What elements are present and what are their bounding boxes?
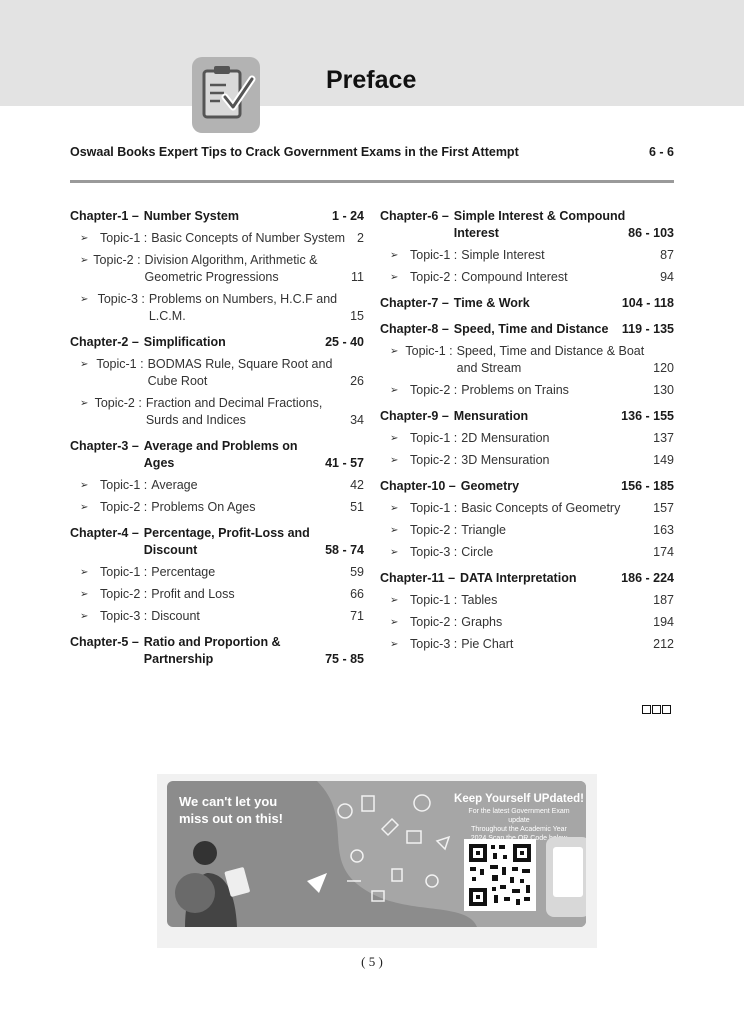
topic-text: BODMAS Rule, Square Root and Cube Root — [147, 357, 333, 388]
arrow-bullet-icon: ➢ — [390, 385, 399, 396]
topic-page: 71 — [350, 609, 364, 623]
topic-entry[interactable] — [380, 500, 674, 517]
topic-entry[interactable] — [380, 382, 674, 399]
chapter-entry[interactable] — [380, 408, 674, 425]
topic-entry[interactable] — [70, 499, 364, 516]
arrow-bullet-icon: ➢ — [80, 398, 89, 409]
topic-entry[interactable] — [70, 230, 364, 247]
topic-page: 130 — [653, 383, 674, 397]
divider — [70, 180, 674, 183]
topic-name — [380, 430, 550, 447]
topic-page: 187 — [653, 593, 674, 607]
topic-label: Topic-3 : — [410, 637, 458, 651]
arrow-bullet-icon: ➢ — [390, 547, 399, 558]
chapter-entry[interactable] — [380, 570, 674, 587]
topic-text: Pie Chart — [461, 637, 514, 651]
chapter-entry[interactable] — [70, 208, 364, 225]
arrow-bullet-icon: ➢ — [390, 250, 399, 261]
arrow-bullet-icon: ➢ — [390, 617, 399, 628]
topic-label: Topic-2 : — [410, 523, 458, 537]
end-marker — [642, 705, 671, 714]
topic-entry[interactable] — [380, 592, 674, 609]
chapter-label: Chapter-11 – — [380, 571, 456, 585]
chapter-name — [380, 408, 528, 425]
topic-label: Topic-1 : — [405, 344, 453, 358]
topic-page: 174 — [653, 545, 674, 559]
topic-label: Topic-2 : — [410, 453, 458, 467]
topic-label: Topic-1 : — [410, 593, 458, 607]
qr-code[interactable] — [464, 839, 536, 911]
chapter-name — [70, 334, 226, 351]
topic-name — [380, 382, 569, 399]
arrow-bullet-icon: ➢ — [390, 433, 399, 444]
topic-entry[interactable] — [70, 291, 364, 325]
chapter-title: Simple Interest & Compound Interest — [453, 209, 626, 240]
topic-name — [380, 452, 550, 469]
arrow-bullet-icon: ➢ — [80, 611, 89, 622]
chapter-name — [380, 478, 519, 495]
toc-right-column — [380, 208, 674, 653]
topic-name — [380, 614, 502, 631]
topic-text: Problems On Ages — [151, 500, 256, 514]
chapter-title: DATA Interpretation — [460, 571, 577, 585]
topic-page: 34 — [350, 413, 364, 427]
topic-entry[interactable] — [380, 544, 674, 561]
topic-label: Topic-2 : — [100, 500, 148, 514]
chapter-pages: 136 - 155 — [621, 409, 674, 423]
topic-page: 194 — [653, 615, 674, 629]
chapter-title: Average and Problems on Ages — [143, 439, 298, 470]
chapter-name — [70, 525, 325, 559]
topic-label: Topic-3 : — [410, 545, 458, 559]
chapter-pages: 119 - 135 — [621, 322, 674, 336]
toc-left-column — [70, 208, 364, 668]
topic-name — [70, 586, 235, 603]
topic-entry[interactable] — [380, 430, 674, 447]
topic-entry[interactable] — [70, 252, 364, 286]
chapter-entry[interactable] — [380, 321, 674, 338]
arrow-bullet-icon: ➢ — [80, 294, 89, 305]
topic-text: Tables — [461, 593, 498, 607]
topic-name — [70, 608, 200, 625]
topic-name — [70, 291, 350, 325]
topic-text: Problems on Trains — [461, 383, 569, 397]
topic-name — [380, 269, 568, 286]
arrow-bullet-icon: ➢ — [390, 455, 399, 466]
topic-name — [380, 247, 545, 264]
chapter-name — [70, 634, 325, 668]
chapter-entry[interactable] — [70, 525, 364, 559]
chapter-name — [70, 438, 325, 472]
promo-banner[interactable] — [157, 774, 597, 948]
topic-name — [380, 522, 506, 539]
chapter-name — [380, 321, 608, 338]
chapter-label: Chapter-5 – — [70, 635, 139, 649]
topic-text: Simple Interest — [461, 248, 545, 262]
topic-name — [70, 499, 255, 516]
arrow-bullet-icon: ➢ — [80, 233, 89, 244]
topic-label: Topic-1 : — [96, 357, 144, 371]
topic-label: Topic-1 : — [100, 231, 148, 245]
topic-entry[interactable] — [380, 269, 674, 286]
topic-label: Topic-1 : — [100, 565, 148, 579]
topic-text: Basic Concepts of Number System — [151, 231, 346, 245]
topic-text: Compound Interest — [461, 270, 568, 284]
topic-label: Topic-1 : — [410, 501, 458, 515]
topic-page: 11 — [351, 270, 364, 284]
topic-page: 26 — [350, 374, 364, 388]
chapter-name — [70, 208, 239, 225]
chapter-entry[interactable] — [70, 334, 364, 351]
chapter-title: Mensuration — [453, 409, 529, 423]
topic-text: Average — [151, 478, 198, 492]
topic-page: 87 — [660, 248, 674, 262]
arrow-bullet-icon: ➢ — [390, 639, 399, 650]
topic-page: 163 — [653, 523, 674, 537]
topic-name — [380, 636, 513, 653]
topic-text: Percentage — [151, 565, 216, 579]
topic-page: 137 — [653, 431, 674, 445]
chapter-pages: 104 - 118 — [621, 296, 674, 310]
promo-subtext: For the latest Government Exam update Throughout the Academic Year Code — [468, 808, 570, 842]
topic-entry[interactable] — [70, 608, 364, 625]
topic-label: Topic-1 : — [410, 431, 458, 445]
topic-page: 2 — [357, 231, 364, 245]
topic-text: Circle — [461, 545, 494, 559]
topic-label: Topic-3 : — [97, 292, 145, 306]
topic-page: 157 — [653, 501, 674, 515]
topic-text: Profit and Loss — [151, 587, 235, 601]
arrow-bullet-icon: ➢ — [80, 502, 89, 513]
topic-page: 59 — [350, 565, 364, 579]
arrow-bullet-icon: ➢ — [390, 272, 399, 283]
preface-entry[interactable] — [70, 145, 674, 165]
topic-text: Problems on Numbers, H.C.F and L.C.M. — [148, 292, 338, 323]
arrow-bullet-icon: ➢ — [80, 480, 89, 491]
phone-screen — [553, 847, 583, 897]
topic-entry[interactable] — [380, 522, 674, 539]
topic-label: Topic-2 : — [100, 587, 148, 601]
topic-name — [70, 564, 215, 581]
chapter-entry[interactable] — [70, 438, 364, 472]
topic-entry[interactable] — [380, 636, 674, 653]
preface-entry-pages: 6 - 6 — [648, 145, 674, 159]
topic-page: 51 — [350, 500, 364, 514]
topic-entry[interactable] — [380, 614, 674, 631]
chapter-label: Chapter-2 – — [70, 335, 139, 349]
chapter-title: Percentage, Profit-Loss and Discount — [143, 526, 310, 557]
topic-label: Topic-2 : — [410, 383, 458, 397]
arrow-bullet-icon: ➢ — [80, 589, 89, 600]
topic-label: Topic-2 : — [94, 396, 142, 410]
topic-page: 94 — [660, 270, 674, 284]
chapter-label: Chapter-8 – — [380, 322, 449, 336]
chapter-entry[interactable] — [70, 634, 364, 668]
chapter-title: Time & Work — [453, 296, 530, 310]
arrow-bullet-icon: ➢ — [390, 346, 399, 357]
topic-label: Topic-2 : — [410, 615, 458, 629]
preface-entry-label: Oswaal Books Expert Tips to Crack Government Exams in the First Attempt — [70, 145, 519, 159]
arrow-bullet-icon: ➢ — [80, 359, 89, 370]
topic-entry[interactable] — [70, 477, 364, 494]
promo-headline: Keep Yourself UPdated! — [454, 793, 584, 805]
topic-label: Topic-2 : — [410, 270, 458, 284]
chapter-title: Simplification — [143, 335, 226, 349]
chapter-label: Chapter-10 – — [380, 479, 456, 493]
topic-name — [70, 356, 350, 390]
arrow-bullet-icon: ➢ — [80, 255, 89, 266]
topic-name — [380, 500, 620, 517]
arrow-bullet-icon: ➢ — [390, 525, 399, 536]
chapter-pages: 41 - 57 — [325, 456, 364, 470]
page-title: Preface — [326, 66, 417, 94]
promo-message: We can't let you miss out on this! — [179, 794, 283, 826]
topic-text: Graphs — [461, 615, 503, 629]
chapter-label: Chapter-7 – — [380, 296, 449, 310]
topic-name — [380, 343, 653, 377]
chapter-title: Number System — [143, 209, 239, 223]
topic-entry[interactable] — [380, 452, 674, 469]
chapter-label: Chapter-9 – — [380, 409, 449, 423]
arrow-bullet-icon: ➢ — [390, 503, 399, 514]
chapter-pages: 75 - 85 — [325, 652, 364, 666]
chapter-entry[interactable] — [380, 295, 674, 312]
topic-entry[interactable] — [70, 395, 364, 429]
chapter-label: Chapter-3 – — [70, 439, 139, 453]
topic-label: Topic-1 : — [100, 478, 148, 492]
promo-banner-card — [167, 781, 586, 927]
topic-page: 66 — [350, 587, 364, 601]
chapter-pages: 58 - 74 — [325, 543, 364, 557]
chapter-title: Geometry — [460, 479, 520, 493]
topic-text: 2D Mensuration — [461, 431, 550, 445]
chapter-label: Chapter-6 – — [380, 209, 449, 223]
topic-page: 149 — [653, 453, 674, 467]
topic-label: Topic-2 : — [93, 253, 141, 267]
topic-text: Discount — [151, 609, 200, 623]
chapter-name — [380, 295, 530, 312]
topic-text: Fraction and Decimal Fractions, Surds and Indices — [145, 396, 323, 427]
chapter-pages: 86 - 103 — [628, 226, 674, 240]
topic-page: 42 — [350, 478, 364, 492]
topic-page: 120 — [653, 361, 674, 375]
topic-name — [70, 395, 350, 429]
topic-entry[interactable] — [380, 247, 674, 264]
clipboard-check-icon — [192, 57, 260, 133]
topic-name — [70, 252, 351, 286]
chapter-pages: 25 - 40 — [325, 335, 364, 349]
arrow-bullet-icon: ➢ — [390, 595, 399, 606]
topic-entry[interactable] — [70, 356, 364, 390]
chapter-name — [380, 208, 628, 242]
topic-name — [70, 230, 345, 247]
chapter-title: Ratio and Proportion & Partnership — [143, 635, 281, 666]
topic-text: Basic Concepts of Geometry — [461, 501, 621, 515]
chapter-pages: 186 - 224 — [621, 571, 674, 585]
topic-entry[interactable] — [380, 343, 674, 377]
chapter-name — [380, 570, 576, 587]
topic-name — [70, 477, 198, 494]
topic-name — [380, 592, 497, 609]
chapter-title: Speed, Time and Distance — [453, 322, 609, 336]
topic-page: 212 — [653, 637, 674, 651]
chapter-entry[interactable] — [380, 478, 674, 495]
phone-illustration — [546, 837, 586, 917]
chapter-label: Chapter-4 – — [70, 526, 139, 540]
topic-label: Topic-1 : — [410, 248, 458, 262]
topic-entry[interactable] — [70, 564, 364, 581]
chapter-label: Chapter-1 – — [70, 209, 139, 223]
topic-text: Speed, Time and Distance & Boat and Stream — [456, 344, 645, 375]
topic-name — [380, 544, 493, 561]
chapter-pages: 156 - 185 — [621, 479, 674, 493]
chapter-entry[interactable] — [380, 208, 674, 242]
chapter-pages: 1 - 24 — [332, 209, 364, 223]
topic-page: 15 — [350, 309, 364, 323]
topic-text: Triangle — [461, 523, 506, 537]
topic-entry[interactable] — [70, 586, 364, 603]
page-number: ( 5 ) — [361, 954, 383, 969]
topic-text: 3D Mensuration — [461, 453, 550, 467]
topic-label: Topic-3 : — [100, 609, 148, 623]
arrow-bullet-icon: ➢ — [80, 567, 89, 578]
topic-text: Division Algorithm, Arithmetic & Geometric Progressions — [144, 253, 318, 284]
